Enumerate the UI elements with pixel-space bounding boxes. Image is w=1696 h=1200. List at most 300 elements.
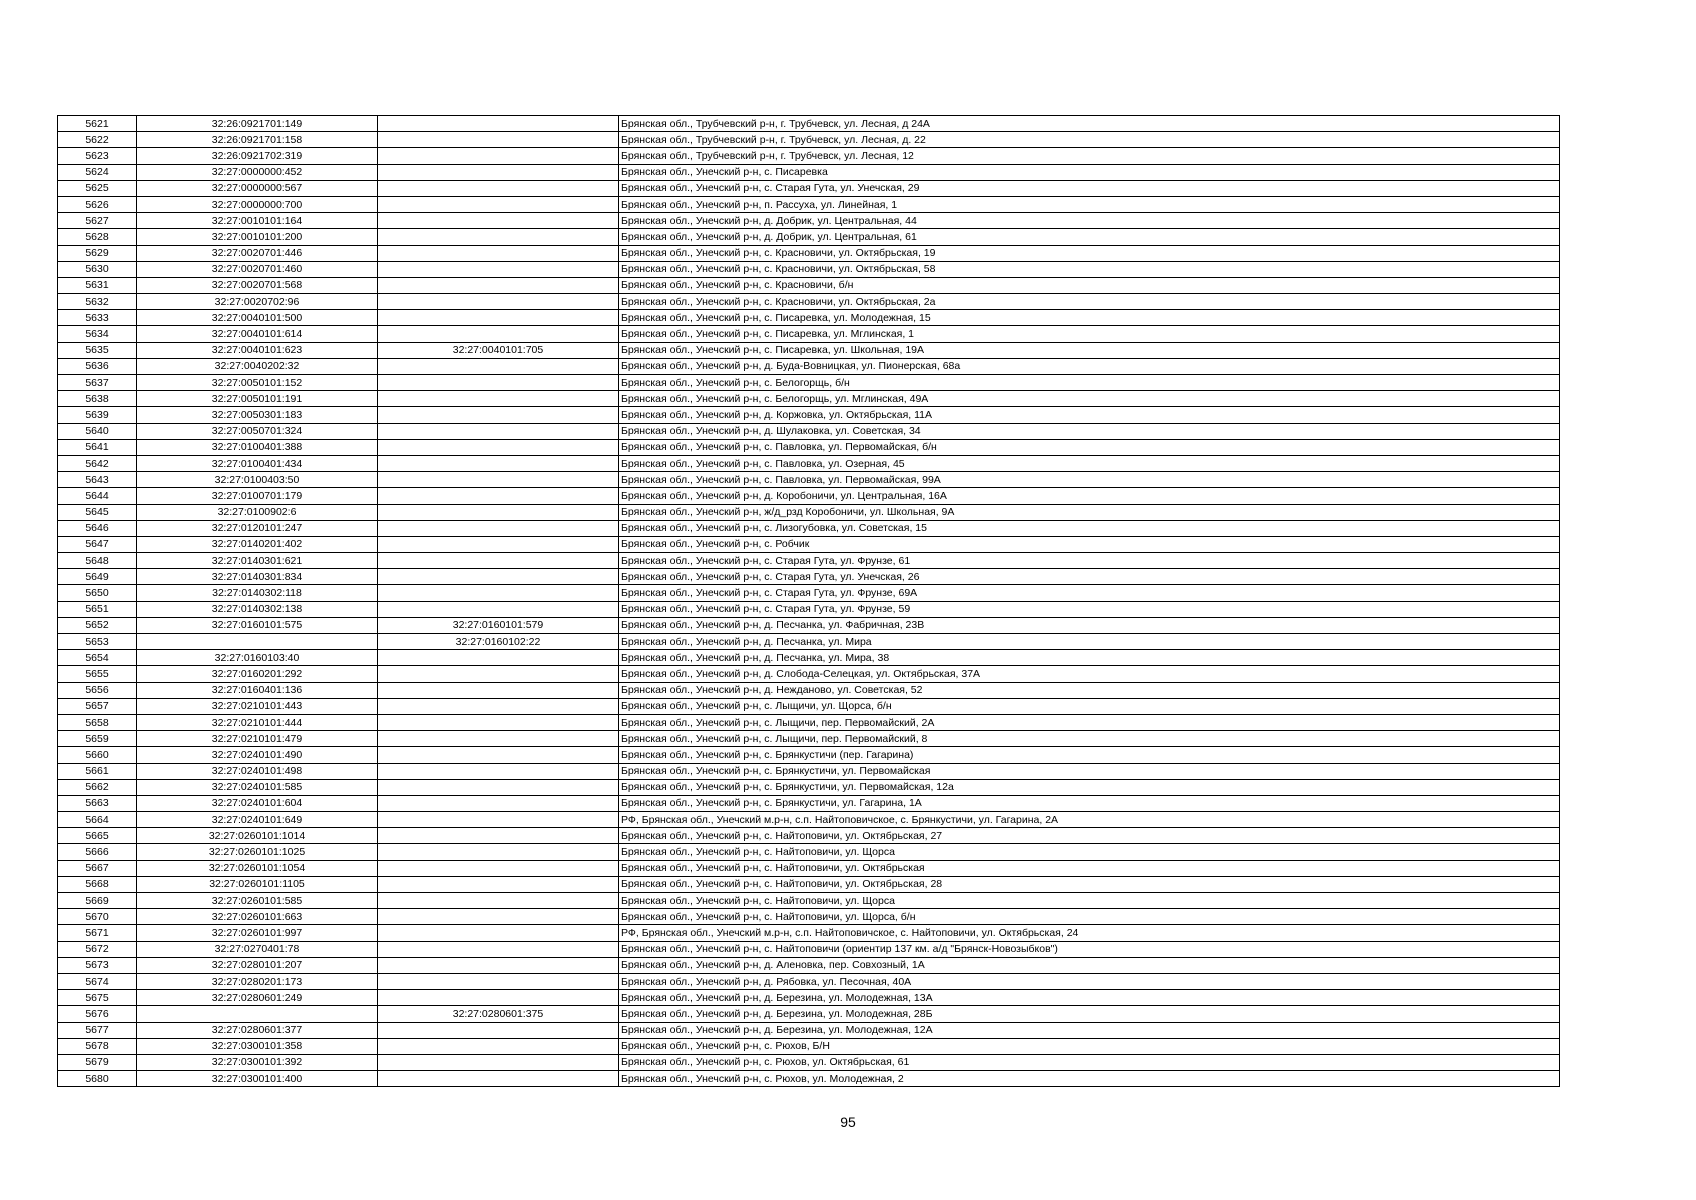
address-cell: Брянская обл., Унечский р-н, д. Нежданово, ул. Советская, 52 <box>619 682 1560 698</box>
row-number-cell: 5656 <box>58 682 137 698</box>
row-number-cell: 5628 <box>58 229 137 245</box>
previous-number-cell <box>378 860 619 876</box>
table-row <box>58 1022 1560 1038</box>
row-number-cell: 5657 <box>58 698 137 714</box>
address-cell: Брянская обл., Унечский р-н, д. Добрик, ул. Центральная, 44 <box>619 213 1560 229</box>
cadastral-number-cell: 32:27:0210101:479 <box>137 731 378 747</box>
table-row <box>58 439 1560 455</box>
row-number-cell: 5650 <box>58 585 137 601</box>
row-number-cell: 5651 <box>58 601 137 617</box>
previous-number-cell <box>378 844 619 860</box>
row-number-cell: 5632 <box>58 294 137 310</box>
row-number-cell: 5673 <box>58 957 137 973</box>
cadastral-number-cell: 32:27:0300101:358 <box>137 1038 378 1054</box>
table-row <box>58 585 1560 601</box>
row-number-cell: 5621 <box>58 116 137 132</box>
previous-number-cell <box>378 229 619 245</box>
table-row <box>58 1006 1560 1022</box>
previous-number-cell <box>378 213 619 229</box>
address-cell: Брянская обл., Унечский р-н, д. Песчанка, ул. Мира <box>619 634 1560 650</box>
cadastral-number-cell: 32:27:0100401:434 <box>137 455 378 471</box>
previous-number-cell <box>378 245 619 261</box>
table-row <box>58 860 1560 876</box>
previous-number-cell <box>378 973 619 989</box>
row-number-cell: 5670 <box>58 909 137 925</box>
table-row <box>58 536 1560 552</box>
row-number-cell: 5647 <box>58 536 137 552</box>
row-number-cell: 5642 <box>58 455 137 471</box>
previous-number-cell <box>378 536 619 552</box>
address-cell: Брянская обл., Унечский р-н, с. Красновичи, ул. Октябрьская, 2а <box>619 294 1560 310</box>
address-cell: Брянская обл., Унечский р-н, с. Найтоповичи (ориентир 137 км. а/д "Брянск-Новозыбков") <box>619 941 1560 957</box>
table-row <box>58 196 1560 212</box>
cadastral-number-cell: 32:27:0260101:1105 <box>137 876 378 892</box>
previous-number-cell <box>378 326 619 342</box>
table-row <box>58 1071 1560 1087</box>
previous-number-cell <box>378 504 619 520</box>
previous-number-cell <box>378 779 619 795</box>
address-cell: Брянская обл., Унечский р-н, с. Брянкустичи, ул. Первомайская, 12а <box>619 779 1560 795</box>
previous-number-cell <box>378 180 619 196</box>
cadastral-number-cell: 32:27:0020701:460 <box>137 261 378 277</box>
previous-number-cell <box>378 682 619 698</box>
row-number-cell: 5631 <box>58 277 137 293</box>
previous-number-cell <box>378 585 619 601</box>
row-number-cell: 5648 <box>58 553 137 569</box>
previous-number-cell <box>378 763 619 779</box>
row-number-cell: 5668 <box>58 876 137 892</box>
table-row <box>58 1038 1560 1054</box>
cadastral-number-cell: 32:27:0020701:446 <box>137 245 378 261</box>
row-number-cell: 5626 <box>58 196 137 212</box>
address-cell: Брянская обл., Унечский р-н, с. Лыщичи, пер. Первомайский, 2А <box>619 714 1560 730</box>
cadastral-number-cell: 32:27:0240101:585 <box>137 779 378 795</box>
row-number-cell: 5639 <box>58 407 137 423</box>
table-row <box>58 876 1560 892</box>
table-row <box>58 294 1560 310</box>
address-cell: Брянская обл., Унечский р-н, с. Найтоповичи, ул. Октябрьская <box>619 860 1560 876</box>
row-number-cell: 5661 <box>58 763 137 779</box>
previous-number-cell <box>378 731 619 747</box>
row-number-cell: 5624 <box>58 164 137 180</box>
cadastral-number-cell: 32:27:0040202:32 <box>137 358 378 374</box>
table-row <box>58 893 1560 909</box>
table-row <box>58 164 1560 180</box>
cadastral-number-cell: 32:27:0280201:173 <box>137 973 378 989</box>
registry-table <box>57 115 1560 1087</box>
previous-number-cell <box>378 747 619 763</box>
row-number-cell: 5674 <box>58 973 137 989</box>
cadastral-number-cell: 32:27:0260101:1025 <box>137 844 378 860</box>
address-cell: Брянская обл., Унечский р-н, ж/д_рзд Коробоничи, ул. Школьная, 9А <box>619 504 1560 520</box>
row-number-cell: 5645 <box>58 504 137 520</box>
row-number-cell: 5667 <box>58 860 137 876</box>
previous-number-cell <box>378 310 619 326</box>
previous-number-cell <box>378 277 619 293</box>
row-number-cell: 5653 <box>58 634 137 650</box>
previous-number-cell <box>378 375 619 391</box>
address-cell: Брянская обл., Трубчевский р-н, г. Трубчевск, ул. Лесная, д. 22 <box>619 132 1560 148</box>
cadastral-number-cell: 32:27:0210101:444 <box>137 714 378 730</box>
table-row <box>58 504 1560 520</box>
previous-number-cell <box>378 294 619 310</box>
table-row <box>58 941 1560 957</box>
table-row <box>58 472 1560 488</box>
address-cell: Брянская обл., Унечский р-н, д. Березина, ул. Молодежная, 12А <box>619 1022 1560 1038</box>
address-cell: Брянская обл., Унечский р-н, с. Павловка, ул. Первомайская, б/н <box>619 439 1560 455</box>
table-row <box>58 747 1560 763</box>
table-row <box>58 795 1560 811</box>
cadastral-number-cell: 32:27:0100401:388 <box>137 439 378 455</box>
address-cell: Брянская обл., Унечский р-н, д. Добрик, ул. Центральная, 61 <box>619 229 1560 245</box>
row-number-cell: 5623 <box>58 148 137 164</box>
table-row <box>58 310 1560 326</box>
cadastral-number-cell: 32:27:0140302:118 <box>137 585 378 601</box>
row-number-cell: 5622 <box>58 132 137 148</box>
cadastral-number-cell: 32:27:0140201:402 <box>137 536 378 552</box>
address-cell: Брянская обл., Унечский р-н, д. Слобода-Селецкая, ул. Октябрьская, 37А <box>619 666 1560 682</box>
previous-number-cell <box>378 116 619 132</box>
cadastral-number-cell: 32:27:0020702:96 <box>137 294 378 310</box>
previous-number-cell <box>378 1038 619 1054</box>
previous-number-cell <box>378 439 619 455</box>
table-row <box>58 245 1560 261</box>
cadastral-number-cell: 32:26:0921701:149 <box>137 116 378 132</box>
table-row <box>58 116 1560 132</box>
row-number-cell: 5635 <box>58 342 137 358</box>
cadastral-number-cell: 32:27:0160103:40 <box>137 650 378 666</box>
address-cell: Брянская обл., Унечский р-н, с. Брянкустичи, ул. Первомайская <box>619 763 1560 779</box>
address-cell: РФ, Брянская обл., Унечский м.р-н, с.п. Найтоповичское, с. Брянкустичи, ул. Гагарина, 2А <box>619 812 1560 828</box>
cadastral-number-cell: 32:27:0050701:324 <box>137 423 378 439</box>
previous-number-cell <box>378 569 619 585</box>
table-row <box>58 342 1560 358</box>
cadastral-number-cell <box>137 1006 378 1022</box>
row-number-cell: 5644 <box>58 488 137 504</box>
cadastral-number-cell: 32:27:0260101:1054 <box>137 860 378 876</box>
table-row <box>58 666 1560 682</box>
previous-number-cell <box>378 132 619 148</box>
row-number-cell: 5638 <box>58 391 137 407</box>
address-cell: РФ, Брянская обл., Унечский м.р-н, с.п. Найтоповичское, с. Найтоповичи, ул. Октябрьская, 24 <box>619 925 1560 941</box>
cadastral-number-cell: 32:27:0280601:377 <box>137 1022 378 1038</box>
row-number-cell: 5665 <box>58 828 137 844</box>
address-cell: Брянская обл., Унечский р-н, с. Павловка, ул. Озерная, 45 <box>619 455 1560 471</box>
row-number-cell: 5629 <box>58 245 137 261</box>
address-cell: Брянская обл., Унечский р-н, с. Старая Гута, ул. Фрунзе, 59 <box>619 601 1560 617</box>
cadastral-number-cell: 32:27:0270401:78 <box>137 941 378 957</box>
address-cell: Брянская обл., Трубчевский р-н, г. Трубчевск, ул. Лесная, д 24А <box>619 116 1560 132</box>
previous-number-cell: 32:27:0280601:375 <box>378 1006 619 1022</box>
address-cell: Брянская обл., Унечский р-н, д. Аленовка, пер. Совхозный, 1А <box>619 957 1560 973</box>
row-number-cell: 5634 <box>58 326 137 342</box>
address-cell: Брянская обл., Унечский р-н, п. Рассуха, ул. Линейная, 1 <box>619 196 1560 212</box>
previous-number-cell <box>378 1054 619 1070</box>
previous-number-cell <box>378 941 619 957</box>
address-cell: Брянская обл., Унечский р-н, д. Березина, ул. Молодежная, 28Б <box>619 1006 1560 1022</box>
cadastral-number-cell: 32:27:0050301:183 <box>137 407 378 423</box>
previous-number-cell <box>378 828 619 844</box>
previous-number-cell <box>378 812 619 828</box>
previous-number-cell <box>378 601 619 617</box>
previous-number-cell <box>378 472 619 488</box>
row-number-cell: 5679 <box>58 1054 137 1070</box>
cadastral-number-cell: 32:27:0040101:623 <box>137 342 378 358</box>
page-number: 95 <box>840 1114 856 1130</box>
address-cell: Брянская обл., Унечский р-н, с. Брянкустичи (пер. Гагарина) <box>619 747 1560 763</box>
row-number-cell: 5672 <box>58 941 137 957</box>
row-number-cell: 5658 <box>58 714 137 730</box>
address-cell: Брянская обл., Унечский р-н, с. Найтоповичи, ул. Щорса <box>619 844 1560 860</box>
cadastral-number-cell: 32:27:0260101:585 <box>137 893 378 909</box>
cadastral-number-cell: 32:27:0160201:292 <box>137 666 378 682</box>
cadastral-number-cell: 32:27:0050101:191 <box>137 391 378 407</box>
table-row <box>58 391 1560 407</box>
table-row <box>58 569 1560 585</box>
table-row <box>58 358 1560 374</box>
previous-number-cell <box>378 455 619 471</box>
table-row <box>58 455 1560 471</box>
address-cell: Брянская обл., Унечский р-н, с. Старая Гута, ул. Унечская, 26 <box>619 569 1560 585</box>
address-cell: Брянская обл., Унечский р-н, с. Найтоповичи, ул. Октябрьская, 28 <box>619 876 1560 892</box>
cadastral-number-cell: 32:27:0240101:604 <box>137 795 378 811</box>
row-number-cell: 5649 <box>58 569 137 585</box>
table-row <box>58 180 1560 196</box>
cadastral-number-cell: 32:27:0010101:200 <box>137 229 378 245</box>
address-cell: Брянская обл., Унечский р-н, с. Лыщичи, пер. Первомайский, 8 <box>619 731 1560 747</box>
table-row <box>58 731 1560 747</box>
cadastral-number-cell: 32:27:0100403:50 <box>137 472 378 488</box>
previous-number-cell <box>378 650 619 666</box>
cadastral-number-cell: 32:27:0000000:700 <box>137 196 378 212</box>
table-row <box>58 261 1560 277</box>
cadastral-number-cell: 32:27:0020701:568 <box>137 277 378 293</box>
address-cell: Брянская обл., Унечский р-н, д. Буда-Вовницкая, ул. Пионерская, 68а <box>619 358 1560 374</box>
cadastral-number-cell: 32:27:0210101:443 <box>137 698 378 714</box>
previous-number-cell <box>378 876 619 892</box>
row-number-cell: 5664 <box>58 812 137 828</box>
cadastral-number-cell: 32:26:0921701:158 <box>137 132 378 148</box>
previous-number-cell <box>378 261 619 277</box>
previous-number-cell <box>378 358 619 374</box>
previous-number-cell <box>378 196 619 212</box>
row-number-cell: 5625 <box>58 180 137 196</box>
table-row <box>58 925 1560 941</box>
previous-number-cell <box>378 990 619 1006</box>
previous-number-cell <box>378 1022 619 1038</box>
cadastral-number-cell: 32:27:0240101:490 <box>137 747 378 763</box>
row-number-cell: 5630 <box>58 261 137 277</box>
address-cell: Брянская обл., Унечский р-н, с. Писаревка, ул. Молодежная, 15 <box>619 310 1560 326</box>
address-cell: Брянская обл., Унечский р-н, с. Писаревка, ул. Школьная, 19А <box>619 342 1560 358</box>
row-number-cell: 5652 <box>58 617 137 633</box>
cadastral-number-cell: 32:27:0100701:179 <box>137 488 378 504</box>
previous-number-cell <box>378 407 619 423</box>
table-row <box>58 488 1560 504</box>
row-number-cell: 5659 <box>58 731 137 747</box>
cadastral-number-cell: 32:27:0160401:136 <box>137 682 378 698</box>
previous-number-cell <box>378 698 619 714</box>
row-number-cell: 5646 <box>58 520 137 536</box>
registry-table-body <box>58 116 1560 1087</box>
table-row <box>58 828 1560 844</box>
table-row <box>58 617 1560 633</box>
cadastral-number-cell: 32:27:0260101:663 <box>137 909 378 925</box>
cadastral-number-cell: 32:27:0040101:614 <box>137 326 378 342</box>
row-number-cell: 5627 <box>58 213 137 229</box>
address-cell: Брянская обл., Унечский р-н, д. Песчанка, ул. Фабричная, 23В <box>619 617 1560 633</box>
row-number-cell: 5666 <box>58 844 137 860</box>
address-cell: Брянская обл., Унечский р-н, с. Писаревка, ул. Мглинская, 1 <box>619 326 1560 342</box>
address-cell: Брянская обл., Унечский р-н, с. Рюхов, ул. Октябрьская, 61 <box>619 1054 1560 1070</box>
previous-number-cell <box>378 957 619 973</box>
cadastral-number-cell: 32:27:0000000:567 <box>137 180 378 196</box>
address-cell: Брянская обл., Унечский р-н, с. Павловка, ул. Первомайская, 99А <box>619 472 1560 488</box>
table-row <box>58 132 1560 148</box>
cadastral-number-cell: 32:27:0050101:152 <box>137 375 378 391</box>
row-number-cell: 5671 <box>58 925 137 941</box>
row-number-cell: 5643 <box>58 472 137 488</box>
row-number-cell: 5660 <box>58 747 137 763</box>
cadastral-number-cell: 32:27:0140302:138 <box>137 601 378 617</box>
row-number-cell: 5641 <box>58 439 137 455</box>
previous-number-cell: 32:27:0040101:705 <box>378 342 619 358</box>
address-cell: Брянская обл., Унечский р-н, с. Старая Гута, ул. Фрунзе, 69А <box>619 585 1560 601</box>
previous-number-cell <box>378 909 619 925</box>
address-cell: Брянская обл., Унечский р-н, с. Найтоповичи, ул. Щорса, б/н <box>619 909 1560 925</box>
cadastral-number-cell: 32:27:0000000:452 <box>137 164 378 180</box>
cadastral-number-cell <box>137 634 378 650</box>
previous-number-cell: 32:27:0160101:579 <box>378 617 619 633</box>
table-row <box>58 973 1560 989</box>
row-number-cell: 5669 <box>58 893 137 909</box>
cadastral-number-cell: 32:27:0240101:498 <box>137 763 378 779</box>
table-row <box>58 682 1560 698</box>
address-cell: Брянская обл., Унечский р-н, с. Красновичи, ул. Октябрьская, 19 <box>619 245 1560 261</box>
cadastral-number-cell: 32:27:0140301:834 <box>137 569 378 585</box>
table-row <box>58 213 1560 229</box>
address-cell: Брянская обл., Унечский р-н, с. Писаревка <box>619 164 1560 180</box>
address-cell: Брянская обл., Унечский р-н, с. Рюхов, ул. Молодежная, 2 <box>619 1071 1560 1087</box>
table-row <box>58 423 1560 439</box>
previous-number-cell <box>378 488 619 504</box>
address-cell: Брянская обл., Унечский р-н, с. Старая Гута, ул. Фрунзе, 61 <box>619 553 1560 569</box>
cadastral-number-cell: 32:27:0160101:575 <box>137 617 378 633</box>
cadastral-number-cell: 32:27:0300101:400 <box>137 1071 378 1087</box>
address-cell: Брянская обл., Унечский р-н, с. Старая Гута, ул. Унечская, 29 <box>619 180 1560 196</box>
previous-number-cell <box>378 423 619 439</box>
previous-number-cell <box>378 714 619 730</box>
row-number-cell: 5640 <box>58 423 137 439</box>
table-row <box>58 812 1560 828</box>
address-cell: Брянская обл., Унечский р-н, с. Рюхов, Б/Н <box>619 1038 1560 1054</box>
address-cell: Брянская обл., Унечский р-н, с. Красновичи, б/н <box>619 277 1560 293</box>
address-cell: Брянская обл., Унечский р-н, с. Красновичи, ул. Октябрьская, 58 <box>619 261 1560 277</box>
table-row <box>58 714 1560 730</box>
previous-number-cell <box>378 148 619 164</box>
address-cell: Брянская обл., Унечский р-н, с. Найтоповичи, ул. Октябрьская, 27 <box>619 828 1560 844</box>
table-row <box>58 326 1560 342</box>
address-cell: Брянская обл., Унечский р-н, с. Белогорщь, б/н <box>619 375 1560 391</box>
table-row <box>58 148 1560 164</box>
table-row <box>58 407 1560 423</box>
row-number-cell: 5654 <box>58 650 137 666</box>
table-row <box>58 844 1560 860</box>
cadastral-number-cell: 32:26:0921702:319 <box>137 148 378 164</box>
table-row <box>58 277 1560 293</box>
cadastral-number-cell: 32:27:0240101:649 <box>137 812 378 828</box>
address-cell: Брянская обл., Трубчевский р-н, г. Трубчевск, ул. Лесная, 12 <box>619 148 1560 164</box>
table-row <box>58 601 1560 617</box>
row-number-cell: 5675 <box>58 990 137 1006</box>
address-cell: Брянская обл., Унечский р-н, д. Песчанка, ул. Мира, 38 <box>619 650 1560 666</box>
cadastral-number-cell: 32:27:0120101:247 <box>137 520 378 536</box>
address-cell: Брянская обл., Унечский р-н, с. Лизогубовка, ул. Советская, 15 <box>619 520 1560 536</box>
row-number-cell: 5662 <box>58 779 137 795</box>
cadastral-number-cell: 32:27:0280101:207 <box>137 957 378 973</box>
previous-number-cell <box>378 391 619 407</box>
address-cell: Брянская обл., Унечский р-н, д. Коржовка, ул. Октябрьская, 11А <box>619 407 1560 423</box>
table-row <box>58 553 1560 569</box>
table-row <box>58 763 1560 779</box>
row-number-cell: 5633 <box>58 310 137 326</box>
previous-number-cell <box>378 893 619 909</box>
cadastral-number-cell: 32:27:0140301:621 <box>137 553 378 569</box>
address-cell: Брянская обл., Унечский р-н, д. Шулаковка, ул. Советская, 34 <box>619 423 1560 439</box>
previous-number-cell <box>378 164 619 180</box>
table-row <box>58 650 1560 666</box>
cadastral-number-cell: 32:27:0260101:997 <box>137 925 378 941</box>
address-cell: Брянская обл., Унечский р-н, с. Белогорщь, ул. Мглинская, 49А <box>619 391 1560 407</box>
table-row <box>58 634 1560 650</box>
address-cell: Брянская обл., Унечский р-н, д. Коробоничи, ул. Центральная, 16А <box>619 488 1560 504</box>
table-row <box>58 909 1560 925</box>
row-number-cell: 5680 <box>58 1071 137 1087</box>
previous-number-cell <box>378 925 619 941</box>
previous-number-cell <box>378 795 619 811</box>
cadastral-number-cell: 32:27:0260101:1014 <box>137 828 378 844</box>
row-number-cell: 5637 <box>58 375 137 391</box>
previous-number-cell <box>378 520 619 536</box>
cadastral-number-cell: 32:27:0280601:249 <box>137 990 378 1006</box>
address-cell: Брянская обл., Унечский р-н, с. Робчик <box>619 536 1560 552</box>
table-row <box>58 375 1560 391</box>
table-row <box>58 990 1560 1006</box>
row-number-cell: 5655 <box>58 666 137 682</box>
cadastral-number-cell: 32:27:0300101:392 <box>137 1054 378 1070</box>
previous-number-cell <box>378 553 619 569</box>
table-row <box>58 520 1560 536</box>
previous-number-cell: 32:27:0160102:22 <box>378 634 619 650</box>
address-cell: Брянская обл., Унечский р-н, д. Рябовка, ул. Песочная, 40А <box>619 973 1560 989</box>
row-number-cell: 5636 <box>58 358 137 374</box>
previous-number-cell <box>378 1071 619 1087</box>
table-row <box>58 698 1560 714</box>
row-number-cell: 5678 <box>58 1038 137 1054</box>
table-row <box>58 229 1560 245</box>
address-cell: Брянская обл., Унечский р-н, с. Брянкустичи, ул. Гагарина, 1А <box>619 795 1560 811</box>
table-row <box>58 779 1560 795</box>
previous-number-cell <box>378 666 619 682</box>
row-number-cell: 5663 <box>58 795 137 811</box>
cadastral-number-cell: 32:27:0100902:6 <box>137 504 378 520</box>
table-row <box>58 1054 1560 1070</box>
table-row <box>58 957 1560 973</box>
row-number-cell: 5677 <box>58 1022 137 1038</box>
address-cell: Брянская обл., Унечский р-н, д. Березина, ул. Молодежная, 13А <box>619 990 1560 1006</box>
cadastral-number-cell: 32:27:0010101:164 <box>137 213 378 229</box>
address-cell: Брянская обл., Унечский р-н, с. Найтоповичи, ул. Щорса <box>619 893 1560 909</box>
